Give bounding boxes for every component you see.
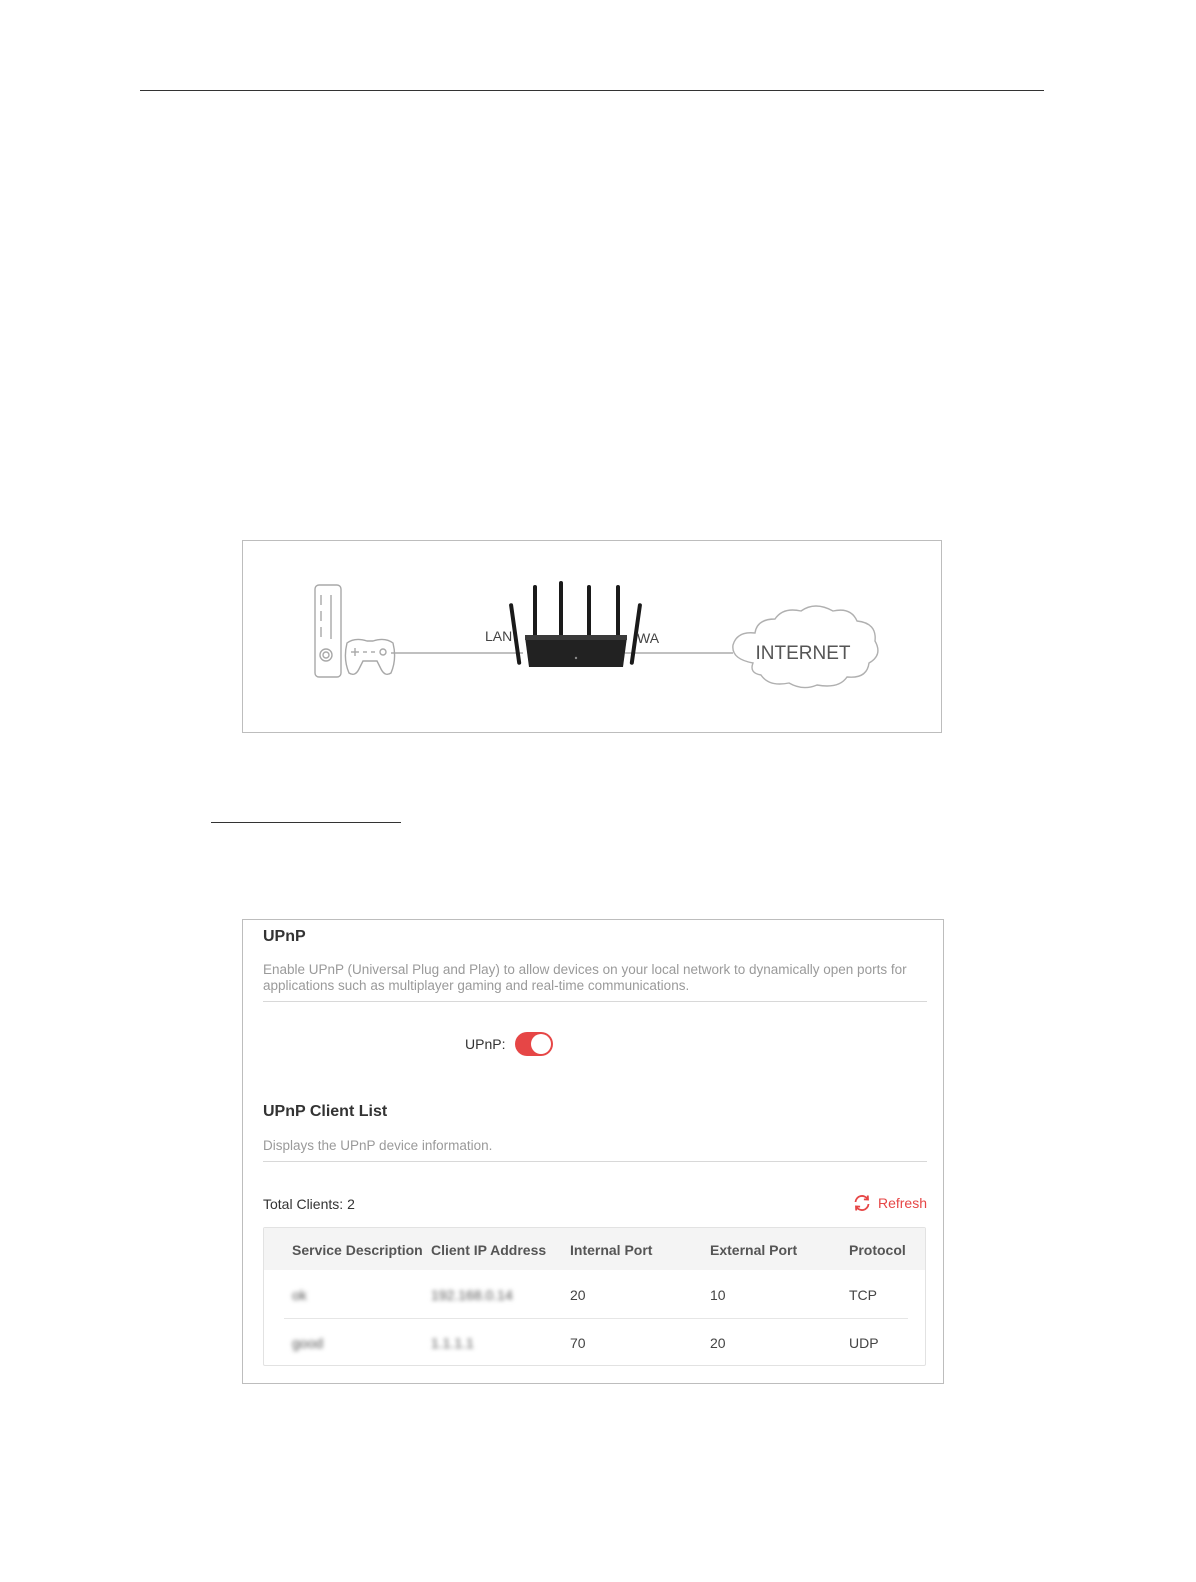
toggle-knob [531, 1034, 551, 1054]
table-header [264, 1228, 925, 1270]
cell-protocol: UDP [849, 1335, 879, 1351]
section-heading-underline [211, 822, 401, 823]
upnp-settings-panel [242, 919, 944, 1384]
network-diagram [242, 540, 942, 733]
col-protocol: Protocol [849, 1242, 906, 1258]
page-top-rule [140, 90, 1044, 91]
gamepad-icon [345, 639, 394, 674]
upnp-toggle-label: UPnP: [465, 1036, 506, 1052]
cell-internal-port: 20 [570, 1287, 586, 1303]
upnp-title: UPnP [263, 928, 306, 945]
cell-service: ok [292, 1287, 307, 1303]
row-separator [284, 1318, 908, 1319]
upnp-divider [263, 1001, 927, 1002]
cell-internal-port: 70 [570, 1335, 586, 1351]
upnp-description: Enable UPnP (Universal Plug and Play) to allow devices on your local network to dynamically open ports for applications such as multiplayer gaming and real-time communications. [263, 962, 907, 993]
total-clients [263, 1196, 355, 1212]
cell-external-port: 10 [710, 1287, 726, 1303]
cell-ip: 192.168.0.14 [431, 1287, 513, 1303]
upnp-toggle[interactable] [515, 1032, 553, 1056]
lan-label: LAN [485, 628, 513, 644]
internet-label: INTERNET [755, 643, 851, 664]
refresh-label: Refresh [877, 1195, 927, 1211]
client-list-divider [263, 1161, 927, 1162]
wan-label: WA [637, 630, 660, 646]
col-client-ip: Client IP Address [431, 1242, 547, 1258]
cell-protocol: TCP [849, 1287, 877, 1303]
client-list-description: Displays the UPnP device information. [263, 1138, 493, 1153]
col-internal-port: Internal Port [570, 1242, 653, 1258]
total-clients-label: Total Clients: [263, 1196, 344, 1212]
client-list-title: UPnP Client List [263, 1103, 388, 1120]
refresh-button[interactable] [852, 1194, 927, 1212]
col-external-port: External Port [710, 1242, 798, 1258]
router-icon [509, 581, 642, 667]
game-console-icon [315, 585, 341, 677]
col-service-description: Service Description [292, 1242, 423, 1258]
upnp-client-table [263, 1227, 926, 1366]
refresh-icon [852, 1194, 872, 1212]
cell-service: good [292, 1335, 324, 1351]
cell-external-port: 20 [710, 1335, 726, 1351]
cell-ip: 1.1.1.1 [431, 1335, 474, 1351]
total-clients-value: 2 [347, 1196, 355, 1212]
internet-cloud-icon [733, 606, 878, 688]
